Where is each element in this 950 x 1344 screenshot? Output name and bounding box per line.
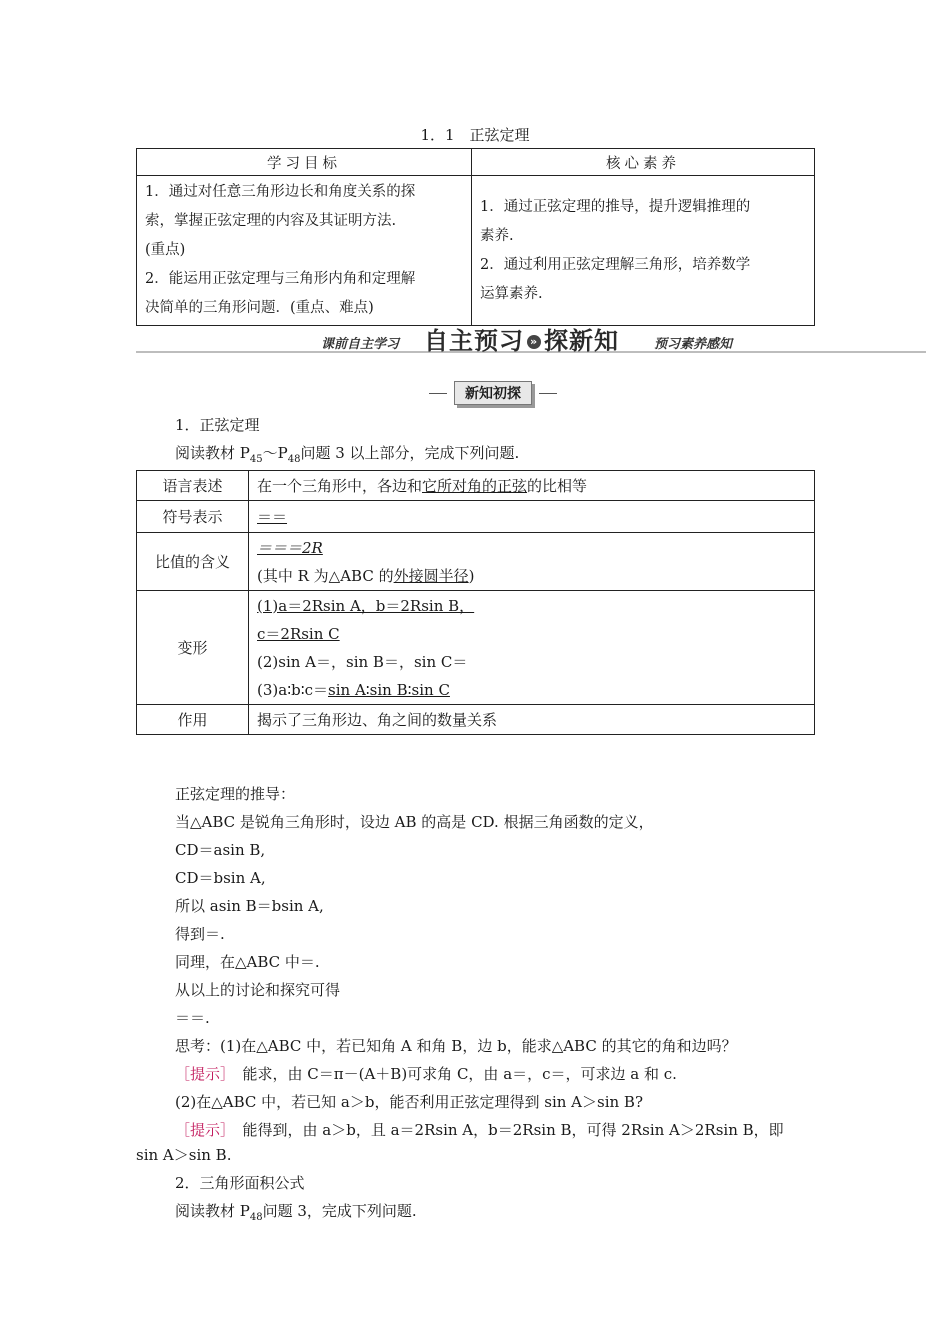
- hint-label: ［提示］: [175, 1121, 228, 1139]
- banner-main-title: [424, 321, 619, 356]
- row-value: [249, 533, 815, 591]
- goals-header: 学习目标: [137, 149, 472, 176]
- underlined-answer: 外接圆半径: [393, 566, 469, 585]
- row-label: 比值的含义: [137, 533, 249, 591]
- formula-line: (2)sin A＝，sin B＝，sin C＝: [257, 652, 468, 671]
- section-2-heading: 2．三角形面积公式: [175, 1174, 305, 1192]
- banner-main-a: 自主预习: [424, 327, 524, 355]
- competency-line: 1．通过正弦定理的推导，提升逻辑推理的: [480, 198, 751, 215]
- hint-line: [175, 1116, 815, 1144]
- formula-line: (1)a＝2Rsin A，b＝2Rsin B，: [257, 596, 475, 615]
- section-1-reading: [175, 442, 519, 465]
- tag-dash-right: [539, 393, 557, 394]
- underlined-answer: sin A∶sin B∶sin C: [328, 680, 450, 699]
- section-tag-label: 新知初探: [454, 381, 532, 405]
- goal-line: 1．通过对任意三角形边长和角度关系的探: [145, 184, 416, 200]
- row-value: [249, 591, 815, 705]
- banner-right-label: 预习素养感知: [654, 337, 733, 352]
- competency-header: 核心素养: [472, 149, 815, 176]
- banner-left-label: 课前自主学习: [321, 337, 400, 352]
- section-tag: [443, 381, 543, 403]
- goal-line: 2．能运用正弦定理与三角形内角和定理解: [145, 271, 416, 287]
- hint-text: 能求，由 C＝π－(A＋B)可求角 C，由 a＝，c＝，可求边 a 和 c.: [227, 1065, 677, 1083]
- text: 的比相等: [527, 476, 588, 495]
- text-line: 当△ABC 是锐角三角形时，设边 AB 的高是 CD. 根据三角函数的定义，: [175, 813, 654, 831]
- competency-line: 2．通过利用正弦定理解三角形，培养数学: [480, 256, 751, 273]
- goal-line: (重点): [145, 242, 186, 258]
- hint-line: [175, 1060, 815, 1088]
- text-line: 正弦定理的推导：: [175, 785, 296, 803]
- page-title: 1．1 正弦定理: [420, 126, 530, 144]
- text-line: 同理，在△ABC 中＝.: [175, 953, 320, 971]
- row-label: 变形: [137, 591, 249, 705]
- text-line: 思考：(1)在△ABC 中，若已知角 A 和角 B，边 b，能求△ABC 的其它的角和边吗？: [175, 1037, 737, 1055]
- goals-table: [136, 148, 815, 326]
- competency-line: 运算素养.: [480, 285, 543, 302]
- text: ): [468, 566, 475, 585]
- page-sub: 48: [287, 454, 301, 465]
- derivation-block: [175, 780, 815, 1144]
- row-value: [249, 471, 815, 501]
- hint-text: 能得到，由 a＞b，且 a＝2Rsin A，b＝2Rsin B，可得 2Rsin A＞2Rsin B，即: [227, 1121, 784, 1139]
- underlined-answer: ＝＝＝2R: [257, 538, 323, 557]
- reading-text: 问题 3 以上部分，完成下列问题.: [300, 444, 520, 462]
- hint-continuation: sin A＞sin B.: [136, 1146, 232, 1164]
- underlined-answer: 它所对角的正弦: [422, 476, 528, 495]
- page-sub: 48: [249, 1212, 263, 1223]
- definition-table: [136, 470, 815, 735]
- banner-main-b: 探新知: [544, 327, 619, 355]
- formula-line: c＝2Rsin C: [257, 624, 340, 643]
- text: (3)a∶b∶c＝: [257, 680, 329, 699]
- reading-text: ～P: [262, 444, 288, 462]
- goal-line: 决简单的三角形问题．(重点、难点): [145, 300, 374, 316]
- row-value: 揭示了三角形边、角之间的数量关系: [249, 705, 815, 735]
- text-line: ＝＝.: [175, 1009, 210, 1027]
- text-line: 得到＝.: [175, 925, 225, 943]
- hint-label: ［提示］: [175, 1065, 228, 1083]
- text: (其中 R 为△ABC 的: [257, 566, 394, 585]
- row-label: 作用: [137, 705, 249, 735]
- text-line: 从以上的讨论和探究可得: [175, 981, 341, 999]
- page-sub: 45: [249, 454, 263, 465]
- tag-dash-left: [429, 393, 447, 394]
- text-line: CD＝bsin A,: [175, 869, 266, 887]
- section-1-heading: 1．正弦定理: [175, 416, 260, 434]
- section-banner: [136, 325, 926, 365]
- text: 在一个三角形中，各边和: [257, 476, 423, 495]
- goals-cell: [137, 176, 472, 326]
- reading-text: 阅读教材 P: [175, 1202, 250, 1220]
- banner-arrow-icon: »: [527, 335, 541, 349]
- reading-text: 问题 3，完成下列问题.: [262, 1202, 417, 1220]
- section-2-reading: [175, 1200, 417, 1223]
- reading-text: 阅读教材 P: [175, 444, 250, 462]
- underlined-answer: ＝＝: [257, 507, 288, 526]
- text-line: 所以 asin B＝bsin A,: [175, 897, 324, 915]
- text-line: CD＝asin B,: [175, 841, 266, 859]
- row-label: 语言表述: [137, 471, 249, 501]
- row-label: 符号表示: [137, 501, 249, 533]
- goal-line: 索，掌握正弦定理的内容及其证明方法.: [145, 213, 397, 229]
- competency-line: 素养.: [480, 227, 514, 244]
- competency-cell: [472, 176, 815, 326]
- row-value: [249, 501, 815, 533]
- text-line: (2)在△ABC 中，若已知 a＞b，能否利用正弦定理得到 sin A＞sin B?: [175, 1093, 643, 1111]
